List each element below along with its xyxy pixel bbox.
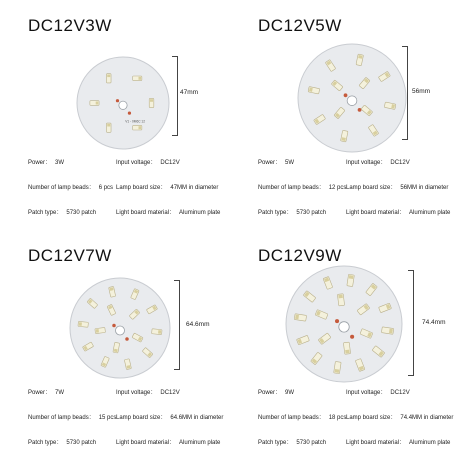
led-chip (133, 125, 142, 130)
led-chip (152, 329, 162, 335)
spec-voltage: Input voltage： DC12V (116, 160, 180, 166)
product-panel-5w (230, 0, 460, 230)
led-board-9w (284, 264, 404, 384)
spec-voltage: Input voltage： DC12V (116, 390, 180, 396)
panel-title: DC12V7W (28, 246, 112, 265)
led-chip (106, 74, 111, 83)
solder-pad (112, 324, 116, 328)
led-board-5w (296, 42, 408, 154)
solder-pad (125, 337, 129, 341)
solder-pad (116, 99, 119, 102)
spec-beads: Number of lamp beads： 6 pcs (28, 185, 114, 191)
dimension-bracket (174, 280, 180, 370)
led-chip (90, 101, 99, 106)
dimension-bracket (172, 56, 178, 136)
spec-power: Power： 9W (258, 390, 295, 396)
panel-title: DC12V5W (258, 16, 342, 35)
mounting-hole (119, 101, 127, 109)
dimension-bracket (402, 46, 408, 140)
spec-material: Light board material： Aluminum plate (346, 440, 451, 446)
product-panel-9w (230, 230, 460, 460)
spec-patch: Patch type： 5730 patch (258, 210, 327, 216)
led-chip (133, 76, 142, 81)
led-board-3w (75, 55, 171, 151)
spec-power: Power： 5W (258, 160, 295, 166)
spec-voltage: Input voltage： DC12V (346, 390, 410, 396)
led-chip (106, 123, 111, 132)
led-chip (343, 342, 350, 354)
spec-size: Lamp board size： 56MM in diameter (346, 185, 449, 191)
spec-power: Power： 7W (28, 390, 65, 396)
dimension-bracket (408, 270, 414, 376)
spec-power: Power： 3W (28, 160, 65, 166)
spec-material: Light board material： Aluminum plate (116, 210, 221, 216)
led-chip (95, 327, 106, 333)
led-board-7w (68, 276, 172, 380)
led-chip (149, 98, 154, 107)
solder-pad (335, 319, 339, 323)
solder-pad (350, 335, 354, 339)
spec-voltage: Input voltage： DC12V (346, 160, 410, 166)
spec-patch: Patch type： 5730 patch (258, 440, 327, 446)
spec-size: Lamp board size： 47MM in diameter (116, 185, 219, 191)
mounting-hole (116, 326, 125, 335)
mounting-hole (347, 96, 357, 106)
product-panel-7w (0, 230, 230, 460)
panel-title: DC12V9W (258, 246, 342, 265)
board-print-text: V1 - 0M6C 12 (125, 119, 145, 124)
led-chip (337, 294, 344, 306)
dimension-label: 47mm (180, 89, 199, 96)
spec-material: Light board material： Aluminum plate (346, 210, 451, 216)
dimension-label: 56mm (412, 88, 431, 95)
panel-title: DC12V3W (28, 16, 112, 35)
dimension-label: 64.6mm (186, 321, 210, 328)
solder-pad (128, 112, 131, 115)
led-chip (78, 321, 88, 327)
solder-pad (358, 108, 362, 112)
mounting-hole (339, 322, 349, 332)
dimension-label: 74.4mm (422, 319, 446, 326)
spec-beads: Number of lamp beads： 15 pcs (28, 415, 117, 421)
spec-material: Light board material： Aluminum plate (116, 440, 221, 446)
spec-beads: Number of lamp beads： 12 pcs (258, 185, 347, 191)
spec-beads: Number of lamp beads： 18 pcs (258, 415, 347, 421)
spec-size: Lamp board size： 64.6MM in diameter (116, 415, 224, 421)
spec-patch: Patch type： 5730 patch (28, 210, 97, 216)
solder-pad (344, 93, 348, 97)
spec-patch: Patch type： 5730 patch (28, 440, 97, 446)
product-panel-3w (0, 0, 230, 230)
spec-size: Lamp board size： 74.4MM in diameter (346, 415, 454, 421)
